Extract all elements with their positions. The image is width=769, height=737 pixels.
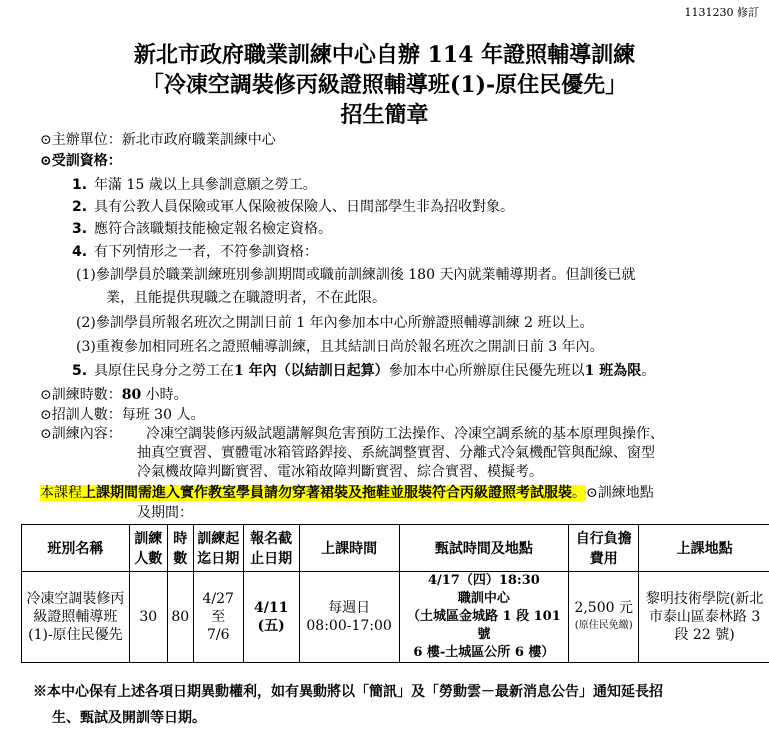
cell-deadline [243, 572, 299, 663]
exam-addr2: 6 樓-土城區公所 6 樓） [413, 645, 555, 660]
qualification-item [72, 176, 317, 194]
hours-unit: 小時。 [145, 387, 188, 403]
table-row [22, 572, 769, 663]
revision-note: 1131230 修訂 [684, 6, 759, 19]
qualification-item [72, 243, 318, 261]
fee-amount: 2,500 元 [574, 600, 633, 616]
item-number: 2. [72, 199, 88, 215]
schedule-day: 每週日 [328, 600, 371, 616]
date-to: 至 [211, 609, 226, 625]
page-title-line1: 新北市政府職業訓練中心自辦 114 年證照輔導訓練 [133, 42, 636, 68]
cell-schedule [299, 572, 399, 663]
location-label: ⊙訓練地點 [586, 485, 654, 501]
organizer-row [40, 131, 276, 149]
qualification-item-5 [72, 362, 655, 380]
cell-dates [193, 572, 243, 663]
col-header-dates: 訓練起迄日期 [193, 525, 243, 572]
exam-place: 職訓中心 [457, 591, 510, 606]
col-header-class: 班別名稱 [22, 525, 130, 572]
footer-note-line2: 生、甄試及開訓等日期。 [52, 710, 206, 726]
cell-hours: 80 [167, 572, 193, 663]
cell-class-name: 冷凍空調裝修丙級證照輔導班(1)-原住民優先 [22, 572, 130, 663]
col-header-deadline: 報名截止日期 [243, 525, 299, 572]
item-text: 應符合該職類技能檢定報名檢定資格。 [94, 221, 332, 237]
seats-value: 每班 30 人。 [121, 407, 205, 423]
item-number: 3. [72, 221, 88, 237]
start-date: 4/27 [202, 591, 234, 607]
item-number: 1. [72, 177, 88, 193]
organizer-value: 新北市政府職業訓練中心 [121, 132, 276, 148]
location-label-cont: 及期間： [137, 505, 193, 521]
item5-post: 。 [641, 363, 656, 379]
cell-location: 黎明技術學院(新北市泰山區泰林路 3 段 22 號) [639, 572, 769, 663]
end-date: 7/6 [206, 627, 230, 643]
seats-row [40, 406, 204, 424]
dress-code-notice [40, 484, 654, 502]
content-label: ⊙訓練內容： [40, 426, 122, 442]
item-text: 年滿 15 歲以上具參訓意願之勞工。 [94, 177, 317, 193]
item5-pre: 具原住民身分之勞工在 [94, 363, 234, 379]
cell-fee [569, 572, 639, 663]
dress-code-pre: 本課程 [40, 485, 82, 501]
table-header-row [22, 525, 769, 572]
hours-row [40, 386, 188, 404]
item5-bold2: 1 班為限 [584, 363, 642, 379]
organizer-label: ⊙主辦單位： [40, 132, 122, 148]
col-header-people: 訓練人數 [129, 525, 167, 572]
dress-code-post: 。 [572, 485, 586, 501]
content-line: 冷氣機故障判斷實習、電冰箱故障判斷實習、綜合實習、模擬考。 [137, 464, 543, 480]
content-line: 冷凍空調裝修丙級試題講解與危害預防工法操作、冷凍空調系統的基本原理與操作、 [146, 426, 664, 442]
deadline-day: (五) [257, 618, 285, 634]
sub-item-2: (2)參訓學員所報名班次之開訓日前 1 年內參加本中心所辦證照輔導訓練 2 班以上。 [76, 315, 594, 331]
page-title-line2: 「冷凍空調裝修丙級證照輔導班(1)-原住民優先」 [141, 72, 628, 98]
item-number: 5. [72, 363, 88, 379]
col-header-hours: 時數 [167, 525, 193, 572]
fee-note: (原住民免繳) [574, 620, 633, 631]
qualification-item [72, 198, 514, 216]
hours-value: 80 [121, 387, 142, 403]
page-title-line3: 招生簡章 [340, 102, 429, 128]
col-header-location: 上課地點 [639, 525, 769, 572]
item-number: 4. [72, 244, 88, 260]
content-line: 抽真空實習、實體電冰箱管路銲接、系統調整實習、分離式冷氣機配管與配線、窗型 [137, 445, 655, 461]
hours-label: ⊙訓練時數： [40, 387, 122, 403]
sub-item-3: (3)重複參加相同班名之證照輔導訓練，且其結訓日尚於報名班次之開訓日前 3 年內。 [76, 339, 604, 355]
item5-mid: 參加本中心所辦原住民優先班以 [388, 363, 585, 379]
item-text: 有下列情形之一者，不符參訓資格： [94, 244, 318, 260]
deadline-date: 4/11 [254, 600, 289, 616]
exam-time: 4/17（四）18:30 [427, 573, 540, 588]
item5-bold1: 1 年內（以結訓日起算） [234, 363, 389, 379]
cell-exam [399, 572, 569, 663]
schedule-time: 08:00-17:00 [306, 618, 392, 634]
exam-addr1: （土城區金城路 1 段 101 號 [407, 609, 561, 642]
col-header-fee: 自行負擔費用 [569, 525, 639, 572]
sub-item-1: (1)參訓學員於職業訓練班別參訓期間或職前訓練訓後 180 天內就業輔導期者。但訓後已就 [76, 267, 636, 283]
qualification-item [72, 220, 332, 238]
qualification-label: ⊙受訓資格： [40, 153, 122, 169]
sub-item-1-cont: 業，且能提供現職之在職證明者，不在此限。 [106, 290, 386, 306]
cell-people: 30 [129, 572, 167, 663]
schedule-table [21, 524, 769, 663]
col-header-exam: 甄試時間及地點 [399, 525, 569, 572]
col-header-schedule: 上課時間 [299, 525, 399, 572]
footer-note-line1: ※本中心保有上述各項日期異動權利，如有異動將以「簡訊」及「勞動雲－最新消息公告」通知延長招 [33, 684, 663, 700]
dress-code-bold: 上課期間需進入實作教室學員請勿穿著裙裝及拖鞋並服裝符合丙級證照考試服裝 [82, 485, 572, 501]
seats-label: ⊙招訓人數： [40, 407, 122, 423]
item-text: 具有公教人員保險或軍人保險被保險人、日間部學生非為招收對象。 [94, 199, 514, 215]
